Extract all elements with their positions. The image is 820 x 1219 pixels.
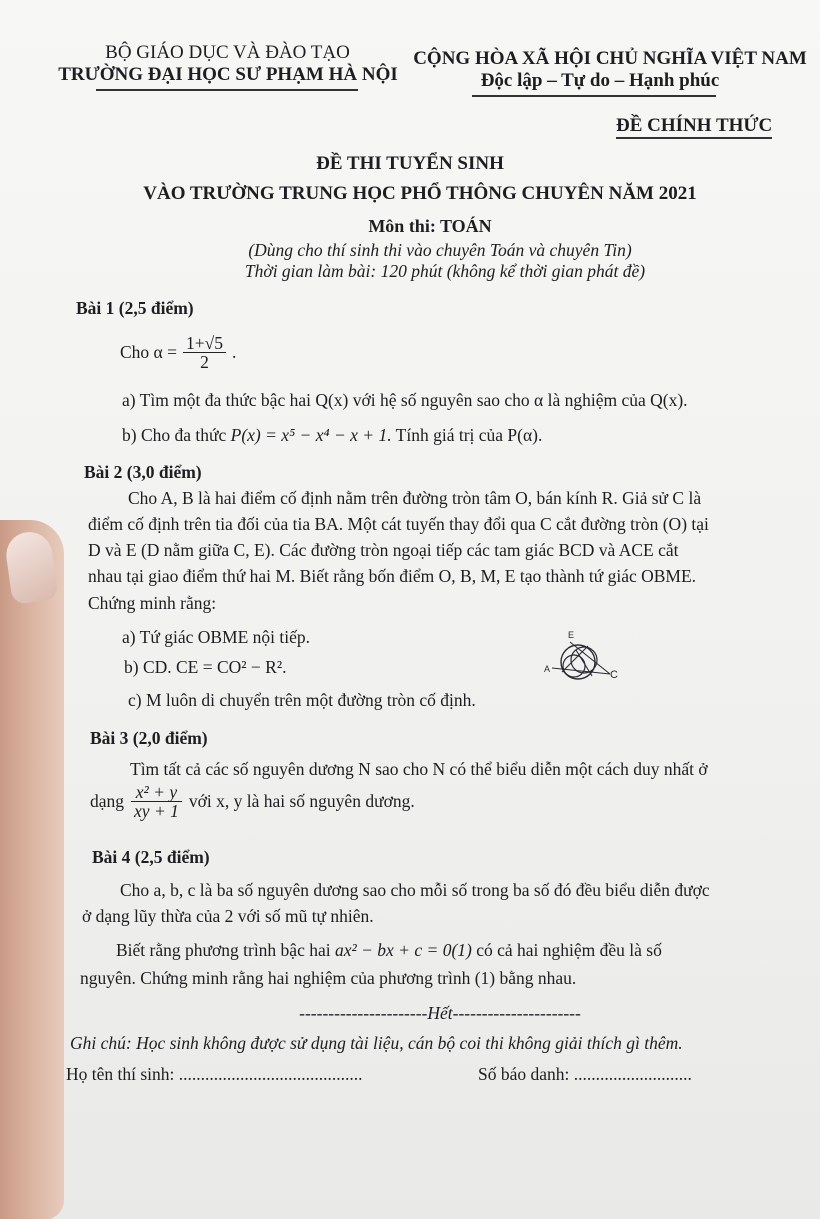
hand-drawn-geometry-sketch [540, 628, 650, 694]
problem-1-heading: Bài 1 (2,5 điểm) [76, 298, 194, 318]
exam-subtitle: VÀO TRƯỜNG TRUNG HỌC PHỔ THÔNG CHUYÊN NĂM 2021 [143, 183, 697, 204]
problem-2-line-5: Chứng minh rằng: [88, 593, 217, 613]
polynomial-p: P(x) = x⁵ − x⁴ − x + 1. [230, 425, 392, 445]
fraction-numerator: x² + y [131, 783, 182, 802]
sketch-label-e: E [568, 630, 575, 640]
problem-1-part-a: a) Tìm một đa thức bậc hai Q(x) với hệ số nguyên sao cho α là nghiệm của Q(x). [122, 390, 688, 410]
problem-3-line-2 [90, 783, 415, 821]
header-right-underline [472, 95, 716, 97]
problem-1-intro-suffix: . [231, 342, 237, 363]
problem-3-heading: Bài 3 (2,0 điểm) [90, 728, 208, 748]
problem-2-part-b: b) CD. CE = CO² − R². [124, 657, 287, 677]
problem-1-intro [120, 334, 236, 372]
fraction-denominator: xy + 1 [134, 801, 179, 822]
footer-note: Ghi chú: Học sinh không được sử dụng tài liệu, cán bộ coi thi không giải thích gì thêm. [70, 1033, 683, 1053]
problem-4-p1-line-2: ở dạng lũy thừa của 2 với số mũ tự nhiên. [82, 906, 374, 926]
finger-holding-paper [0, 520, 64, 1219]
problem-1-part-b-prefix: b) Cho đa thức [122, 425, 227, 445]
republic-title: CỘNG HÒA XÃ HỘI CHỦ NGHĨA VIỆT NAM [413, 48, 807, 69]
problem-4-heading: Bài 4 (2,5 điểm) [92, 847, 210, 867]
problem-3-fraction [131, 783, 182, 821]
problem-1-part-b [122, 425, 542, 446]
candidate-id-field: Số báo danh: ........................... [478, 1064, 692, 1084]
official-underline [616, 137, 772, 139]
problem-2-line-1: Cho A, B là hai điểm cố định nằm trên đường tròn tâm O, bán kính R. Giả sử C là [128, 488, 702, 508]
exam-subject: Môn thi: TOÁN [368, 216, 492, 236]
problem-2-line-4: nhau tại giao điểm thứ hai M. Biết rằng bốn điểm O, B, M, E tạo thành tứ giác OBME. [88, 566, 697, 586]
problem-3-line-1: Tìm tất cả các số nguyên dương N sao cho N có thể biểu diễn một cách duy nhất ở [130, 759, 708, 779]
official-label: ĐỀ CHÍNH THỨC [616, 115, 773, 136]
problem-2-line-3: D và E (D nằm giữa C, E). Các đường tròn ngoại tiếp các tam giác BCD và ACE cắt [88, 540, 679, 560]
problem-4-p2-prefix: Biết rằng phương trình bậc hai [116, 940, 331, 960]
problem-4-p2-line-2: nguyên. Chứng minh rằng hai nghiệm của phương trình (1) bằng nhau. [80, 968, 577, 988]
problem-4-p2-suffix: có cả hai nghiệm đều là số [476, 940, 662, 960]
alpha-numerator: 1+√5 [183, 334, 226, 353]
national-motto: Độc lập – Tự do – Hạnh phúc [480, 70, 720, 91]
problem-2-line-2: điểm cố định trên tia đối của tia BA. Một cát tuyến thay đổi qua C cắt đường tròn (O) tại [88, 514, 709, 534]
problem-3-line-2-prefix: dạng [90, 791, 125, 812]
exam-title: ĐỀ THI TUYỂN SINH [316, 153, 504, 174]
exam-note: (Dùng cho thí sinh thi vào chuyên Toán và chuyên Tin) [248, 240, 632, 260]
alpha-fraction [183, 334, 226, 372]
problem-4-p1-line-1: Cho a, b, c là ba số nguyên dương sao cho mỗi số trong ba số đó đều biểu diễn được [120, 880, 710, 900]
problem-2-heading: Bài 2 (3,0 điểm) [84, 462, 202, 482]
alpha-denominator: 2 [200, 352, 209, 373]
quadratic-equation: ax² − bx + c = 0(1) [334, 940, 472, 960]
header-left-underline [96, 89, 358, 91]
candidate-name-field: Họ tên thí sinh: .......................................... [66, 1064, 363, 1084]
ministry-name: BỘ GIÁO DỤC VÀ ĐÀO TẠO [105, 42, 350, 63]
problem-1-intro-prefix: Cho α = [120, 342, 177, 363]
sketch-label-c: C [610, 669, 618, 681]
exam-time: Thời gian làm bài: 120 phút (không kể thời gian phát đề) [244, 261, 646, 281]
problem-2-part-a: a) Tứ giác OBME nội tiếp. [122, 627, 311, 647]
problem-1-part-b-suffix: Tính giá trị của P(α). [395, 425, 543, 445]
sketch-label-a: A [544, 664, 551, 674]
problem-4-p2-line-1 [116, 940, 662, 961]
end-marker: ----------------------Hết---------------------- [299, 1003, 581, 1023]
problem-3-line-2-suffix: với x, y là hai số nguyên dương. [188, 791, 415, 812]
problem-2-part-c: c) M luôn di chuyển trên một đường tròn cố định. [128, 690, 476, 710]
university-name: TRƯỜNG ĐẠI HỌC SƯ PHẠM HÀ NỘI [58, 64, 398, 85]
